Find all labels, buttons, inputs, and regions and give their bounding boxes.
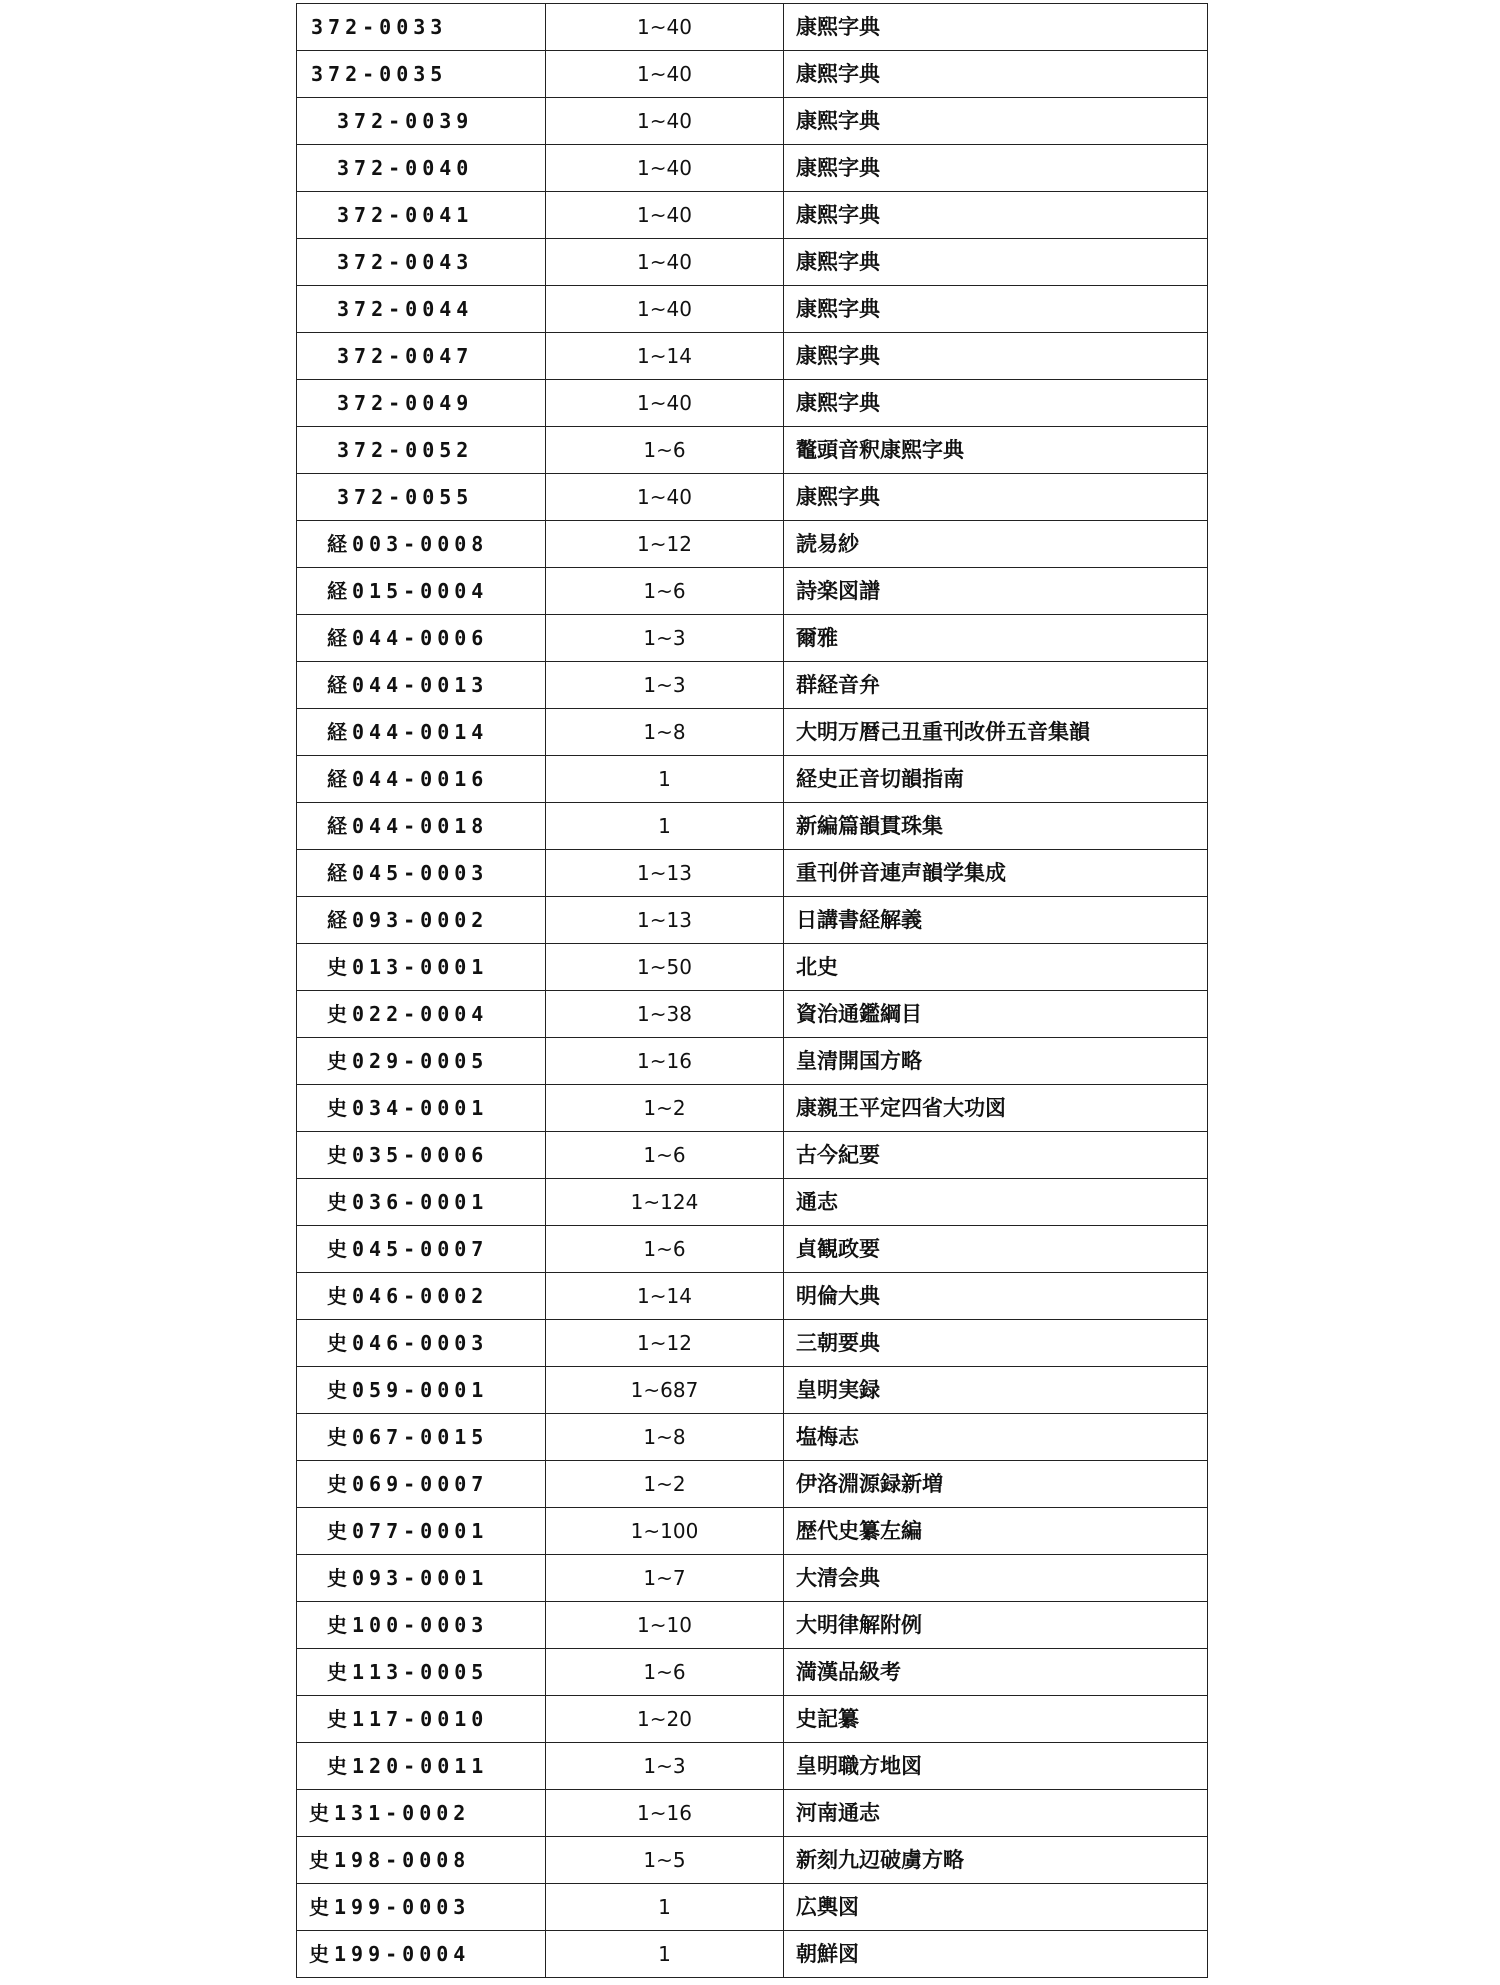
table-row <box>297 1508 1208 1555</box>
book-title-cell: 朝鮮図 <box>784 1931 1208 1978</box>
table-row <box>297 1038 1208 1085</box>
book-title-cell: 明倫大典 <box>784 1273 1208 1320</box>
table-row <box>297 145 1208 192</box>
volume-range-cell: 1~8 <box>546 1414 784 1461</box>
call-number-cell: 史067-0015 <box>297 1414 546 1461</box>
call-number-cell: 史045-0007 <box>297 1226 546 1273</box>
catalog-sheet <box>296 3 1207 1978</box>
book-title-cell: 鼇頭音釈康熙字典 <box>784 427 1208 474</box>
call-number-cell: 経044-0014 <box>297 709 546 756</box>
call-number-cell: 史131-0002 <box>297 1790 546 1837</box>
volume-range-cell: 1 <box>546 803 784 850</box>
volume-range-cell: 1~7 <box>546 1555 784 1602</box>
volume-range-cell: 1 <box>546 1884 784 1931</box>
call-number-cell: 経093-0002 <box>297 897 546 944</box>
book-title-cell: 経史正音切韻指南 <box>784 756 1208 803</box>
book-title-cell: 通志 <box>784 1179 1208 1226</box>
table-row <box>297 1461 1208 1508</box>
book-title-cell: 康熙字典 <box>784 192 1208 239</box>
volume-range-cell: 1~687 <box>546 1367 784 1414</box>
volume-range-cell: 1~12 <box>546 521 784 568</box>
book-title-cell: 大明万暦己丑重刊改併五音集韻 <box>784 709 1208 756</box>
call-number-cell: 史199-0003 <box>297 1884 546 1931</box>
volume-range-cell: 1 <box>546 1931 784 1978</box>
volume-range-cell: 1~3 <box>546 662 784 709</box>
call-number-cell: 史117-0010 <box>297 1696 546 1743</box>
table-row <box>297 192 1208 239</box>
book-title-cell: 史記纂 <box>784 1696 1208 1743</box>
table-row <box>297 1884 1208 1931</box>
table-row <box>297 1414 1208 1461</box>
book-title-cell: 康熙字典 <box>784 4 1208 51</box>
call-number-cell: 経003-0008 <box>297 521 546 568</box>
table-row <box>297 1743 1208 1790</box>
volume-range-cell: 1~16 <box>546 1038 784 1085</box>
volume-range-cell: 1~40 <box>546 474 784 521</box>
table-row <box>297 1837 1208 1884</box>
volume-range-cell: 1~100 <box>546 1508 784 1555</box>
call-number-cell: 372-0033 <box>297 4 546 51</box>
table-row <box>297 1790 1208 1837</box>
table-row <box>297 756 1208 803</box>
call-number-cell: 372-0047 <box>297 333 546 380</box>
book-title-cell: 康熙字典 <box>784 51 1208 98</box>
book-title-cell: 伊洛淵源録新増 <box>784 1461 1208 1508</box>
call-number-cell: 372-0049 <box>297 380 546 427</box>
volume-range-cell: 1~13 <box>546 897 784 944</box>
table-row <box>297 427 1208 474</box>
call-number-cell: 経044-0013 <box>297 662 546 709</box>
call-number-cell: 史013-0001 <box>297 944 546 991</box>
call-number-cell: 372-0044 <box>297 286 546 333</box>
book-title-cell: 皇明職方地図 <box>784 1743 1208 1790</box>
table-row <box>297 1649 1208 1696</box>
book-title-cell: 塩梅志 <box>784 1414 1208 1461</box>
call-number-cell: 経015-0004 <box>297 568 546 615</box>
volume-range-cell: 1~124 <box>546 1179 784 1226</box>
volume-range-cell: 1~8 <box>546 709 784 756</box>
call-number-cell: 経044-0018 <box>297 803 546 850</box>
call-number-cell: 経044-0006 <box>297 615 546 662</box>
book-title-cell: 新編篇韻貫珠集 <box>784 803 1208 850</box>
volume-range-cell: 1~5 <box>546 1837 784 1884</box>
book-title-cell: 詩楽図譜 <box>784 568 1208 615</box>
call-number-cell: 史198-0008 <box>297 1837 546 1884</box>
book-title-cell: 康熙字典 <box>784 239 1208 286</box>
call-number-cell: 史034-0001 <box>297 1085 546 1132</box>
volume-range-cell: 1~40 <box>546 145 784 192</box>
volume-range-cell: 1~20 <box>546 1696 784 1743</box>
volume-range-cell: 1~40 <box>546 4 784 51</box>
book-title-cell: 新刻九辺破虜方略 <box>784 1837 1208 1884</box>
volume-range-cell: 1~40 <box>546 380 784 427</box>
call-number-cell: 史022-0004 <box>297 991 546 1038</box>
call-number-cell: 372-0040 <box>297 145 546 192</box>
book-title-cell: 広輿図 <box>784 1884 1208 1931</box>
call-number-cell: 史046-0002 <box>297 1273 546 1320</box>
table-row <box>297 1132 1208 1179</box>
table-row <box>297 4 1208 51</box>
table-row <box>297 944 1208 991</box>
volume-range-cell: 1~40 <box>546 192 784 239</box>
book-title-cell: 古今紀要 <box>784 1132 1208 1179</box>
book-title-cell: 大清会典 <box>784 1555 1208 1602</box>
table-row <box>297 1931 1208 1978</box>
book-title-cell: 三朝要典 <box>784 1320 1208 1367</box>
book-title-cell: 爾雅 <box>784 615 1208 662</box>
call-number-cell: 372-0039 <box>297 98 546 145</box>
call-number-cell: 372-0035 <box>297 51 546 98</box>
book-title-cell: 康熙字典 <box>784 145 1208 192</box>
call-number-cell: 経044-0016 <box>297 756 546 803</box>
call-number-cell: 史029-0005 <box>297 1038 546 1085</box>
volume-range-cell: 1~40 <box>546 51 784 98</box>
volume-range-cell: 1~14 <box>546 333 784 380</box>
call-number-cell: 史069-0007 <box>297 1461 546 1508</box>
volume-range-cell: 1~12 <box>546 1320 784 1367</box>
volume-range-cell: 1~6 <box>546 1649 784 1696</box>
book-title-cell: 資治通鑑綱目 <box>784 991 1208 1038</box>
volume-range-cell: 1~10 <box>546 1602 784 1649</box>
table-row <box>297 51 1208 98</box>
call-number-cell: 史077-0001 <box>297 1508 546 1555</box>
volume-range-cell: 1~40 <box>546 98 784 145</box>
table-row <box>297 1085 1208 1132</box>
call-number-cell: 372-0043 <box>297 239 546 286</box>
book-title-cell: 皇清開国方略 <box>784 1038 1208 1085</box>
call-number-cell: 史100-0003 <box>297 1602 546 1649</box>
book-title-cell: 群経音弁 <box>784 662 1208 709</box>
book-title-cell: 康熙字典 <box>784 380 1208 427</box>
call-number-cell: 史046-0003 <box>297 1320 546 1367</box>
call-number-cell: 経045-0003 <box>297 850 546 897</box>
call-number-cell: 史036-0001 <box>297 1179 546 1226</box>
book-title-cell: 康熙字典 <box>784 98 1208 145</box>
call-number-cell: 史120-0011 <box>297 1743 546 1790</box>
table-row <box>297 1602 1208 1649</box>
call-number-cell: 史199-0004 <box>297 1931 546 1978</box>
volume-range-cell: 1~6 <box>546 568 784 615</box>
book-title-cell: 大明律解附例 <box>784 1602 1208 1649</box>
book-title-cell: 河南通志 <box>784 1790 1208 1837</box>
book-title-cell: 康熙字典 <box>784 474 1208 521</box>
table-row <box>297 333 1208 380</box>
book-title-cell: 北史 <box>784 944 1208 991</box>
book-title-cell: 読易紗 <box>784 521 1208 568</box>
volume-range-cell: 1~50 <box>546 944 784 991</box>
book-title-cell: 康親王平定四省大功図 <box>784 1085 1208 1132</box>
volume-range-cell: 1~38 <box>546 991 784 1038</box>
table-row <box>297 991 1208 1038</box>
table-row <box>297 568 1208 615</box>
call-number-cell: 史093-0001 <box>297 1555 546 1602</box>
volume-range-cell: 1~13 <box>546 850 784 897</box>
table-row <box>297 98 1208 145</box>
volume-range-cell: 1~14 <box>546 1273 784 1320</box>
table-row <box>297 521 1208 568</box>
book-title-cell: 康熙字典 <box>784 286 1208 333</box>
book-title-cell: 貞観政要 <box>784 1226 1208 1273</box>
book-title-cell: 重刊併音連声韻学集成 <box>784 850 1208 897</box>
table-row <box>297 662 1208 709</box>
volume-range-cell: 1~3 <box>546 615 784 662</box>
call-number-cell: 史059-0001 <box>297 1367 546 1414</box>
book-title-cell: 日講書経解義 <box>784 897 1208 944</box>
table-row <box>297 1179 1208 1226</box>
volume-range-cell: 1~2 <box>546 1085 784 1132</box>
volume-range-cell: 1~6 <box>546 1132 784 1179</box>
volume-range-cell: 1~16 <box>546 1790 784 1837</box>
volume-range-cell: 1 <box>546 756 784 803</box>
table-row <box>297 1226 1208 1273</box>
call-number-cell: 372-0041 <box>297 192 546 239</box>
table-row <box>297 615 1208 662</box>
table-row <box>297 850 1208 897</box>
volume-range-cell: 1~2 <box>546 1461 784 1508</box>
table-row <box>297 1367 1208 1414</box>
table-row <box>297 897 1208 944</box>
catalog-table-body <box>297 4 1208 1978</box>
book-title-cell: 皇明実録 <box>784 1367 1208 1414</box>
volume-range-cell: 1~6 <box>546 427 784 474</box>
table-row <box>297 239 1208 286</box>
table-row <box>297 380 1208 427</box>
table-row <box>297 1555 1208 1602</box>
table-row <box>297 1273 1208 1320</box>
call-number-cell: 史035-0006 <box>297 1132 546 1179</box>
call-number-cell: 372-0052 <box>297 427 546 474</box>
book-title-cell: 満漢品級考 <box>784 1649 1208 1696</box>
table-row <box>297 286 1208 333</box>
table-row <box>297 1320 1208 1367</box>
catalog-table <box>296 3 1208 1978</box>
call-number-cell: 372-0055 <box>297 474 546 521</box>
table-row <box>297 1696 1208 1743</box>
volume-range-cell: 1~3 <box>546 1743 784 1790</box>
table-row <box>297 803 1208 850</box>
book-title-cell: 歴代史纂左編 <box>784 1508 1208 1555</box>
table-row <box>297 709 1208 756</box>
call-number-cell: 史113-0005 <box>297 1649 546 1696</box>
volume-range-cell: 1~6 <box>546 1226 784 1273</box>
volume-range-cell: 1~40 <box>546 286 784 333</box>
table-row <box>297 474 1208 521</box>
volume-range-cell: 1~40 <box>546 239 784 286</box>
book-title-cell: 康熙字典 <box>784 333 1208 380</box>
